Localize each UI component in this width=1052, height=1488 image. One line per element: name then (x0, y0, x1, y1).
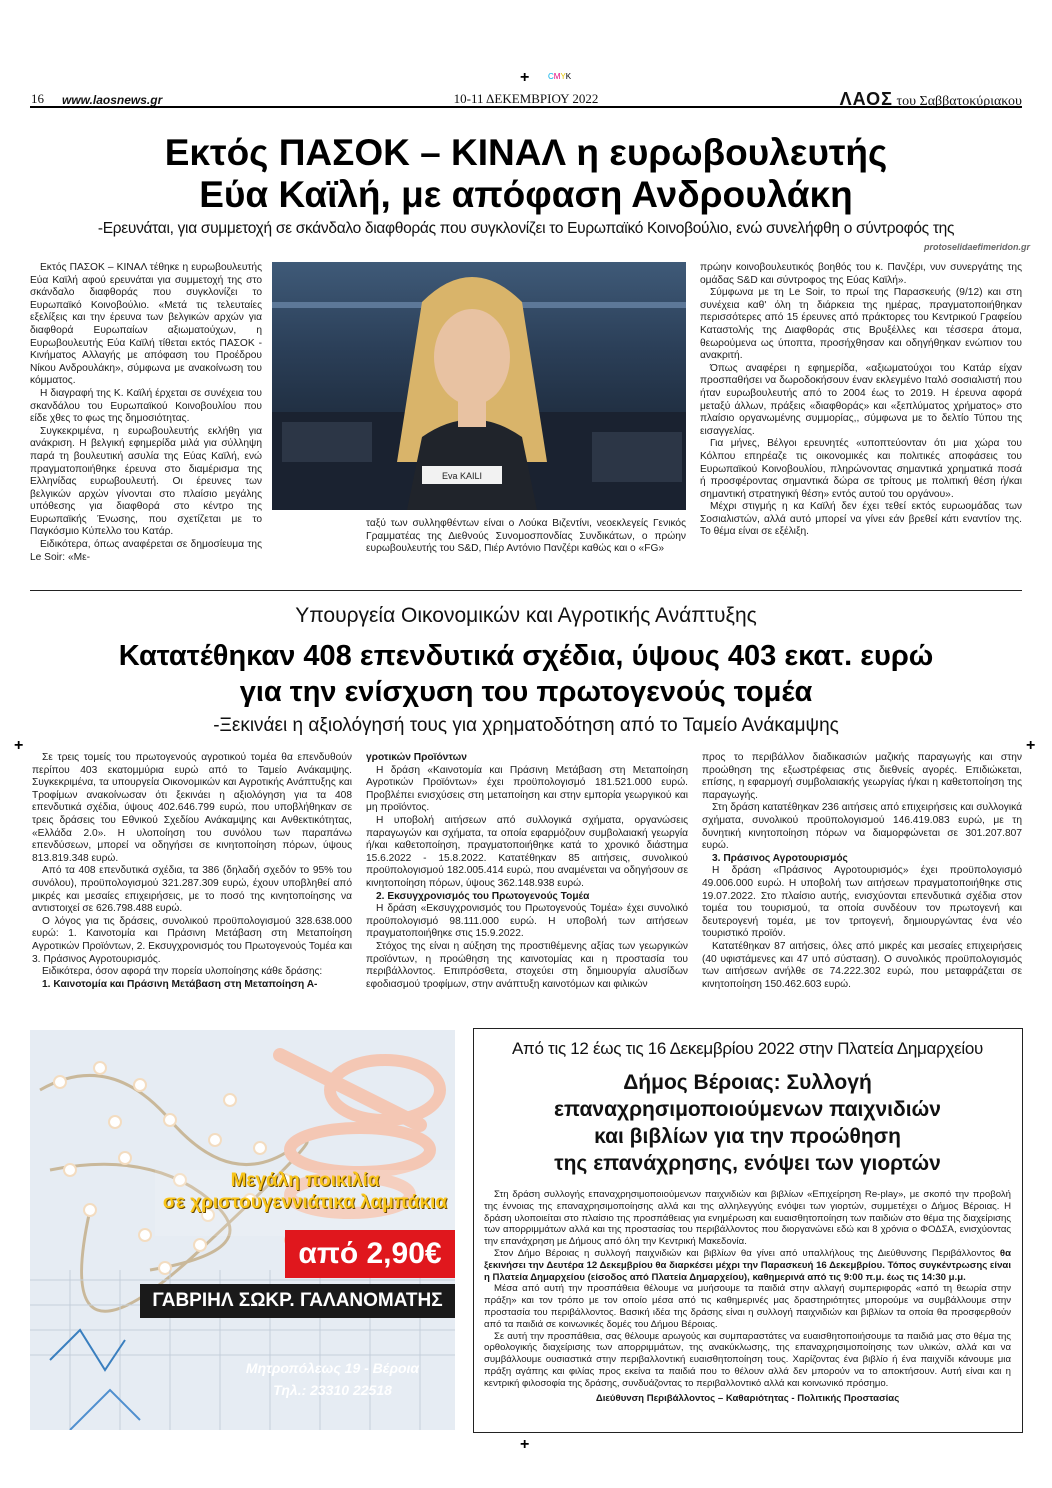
article1-title-line1: Εκτός ΠΑΣΟΚ – ΚΙΝΑΛ η ευρωβουλευτής (164, 132, 888, 173)
paragraph: Κατατέθηκαν 87 αιτήσεις, όλες από μικρές και μεσαίες επιχειρήσεις (40 υφιστάμενες και 47 υπό σύσταση). Ο συνολικός προϋπολογισμός των αιτήσεων ανήλθε σε 74.222.302 ευρώ, που μεταφράζεται σε κινητοποίηση 150.462.603 ευρώ. (702, 940, 1022, 990)
paragraph: Η δράση «Εκσυγχρονισμός του Πρωτογενούς Τομέα» έχει συνολικό προϋπολογισμό 98.111.000 ευρώ. Η υποβολή των αιτήσεων πραγματοποιήθηκε στις 15.9.2022. (366, 903, 688, 940)
paper-logo: ΛΑΟΣ (839, 89, 893, 109)
article3-box (473, 1028, 1023, 1433)
photo-placard-text: Eva KAILI (441, 471, 483, 481)
paragraph: Η διαγραφή της Κ. Καϊλή έρχεται σε συνέχεια του σκανδάλου του Ευρωπαϊκού Κοινοβουλίου που είδε χθες το φως της δημοσιότητας. (30, 387, 262, 425)
registration-mark-top: + (520, 69, 530, 86)
article3-title-line2: επαναχρησιμοποιούμενων παιχνιδιών (554, 1098, 941, 1121)
registration-mark-left: + (14, 737, 24, 754)
paragraph: Ο λόγος για τις δράσεις, συνολικού προϋπολογισμού 328.638.000 ευρώ: 1. Καινοτομία και Πράσινη Μετάβαση στη Μεταποίηση Αγροτικών Προϊόντων, 2. Εκσυγχρονισμός του Πρωτογενούς Τομέα και 3. Πράσινος Αγροτουρισμός. (32, 915, 352, 965)
article1-photo-caption: ταξύ των συλληφθέντων είναι ο Λούκα Βιζεντίνι, νεοεκλεγείς Γενικός Γραμματέας της Διεθνούς Συνομοσπονδίας Συνδικάτων, ο πρώην ευρωβουλευτής του S&D, Πιέρ Αντόνιο Πανζέρι καθώς και ο «FG» (366, 518, 686, 555)
paragraph-lead: Στον Δήμο Βέροιας η συλλογή παιχνιδιών και βιβλίων θα γίνει από υπαλλήλους της Διεύθυνσης Περιβάλλοντος (494, 1247, 1000, 1259)
paragraph: Ειδικότερα, όπως αναφέρεται σε δημοσίευμα της Le Soir: «Με- (30, 539, 262, 563)
paragraph: Μέχρι στιγμής η κα Καϊλή δεν έχει τεθεί εκτός ευρωομάδας των Σοσιαλιστών, αλλά αυτό μπορεί να γίνει εάν βρεθεί κάτι εναντίον της. Το θέμα είναι σε εξέλιξη. (700, 501, 1022, 538)
paragraph: Η δράση «Καινοτομία και Πράσινη Μετάβαση στη Μεταποίηση Αγροτικών Προϊόντων» έχει προϋπολογισμό 181.521.000 ευρώ. Προβλέπει ενισχύσεις στη μεταποίηση και στην εμπορία γεωργικού και μη προϊόντος. (366, 764, 688, 814)
color-strip-y: Y (560, 72, 566, 81)
paragraph-bold: 2. Εκσυγχρονισμός του Πρωτογενούς Τομέα (376, 890, 590, 902)
issue-date: 10-11 ΔΕΚΕΜΒΡΙΟΥ 2022 (453, 91, 599, 106)
registration-mark-bottom: + (520, 1436, 530, 1453)
color-strip (548, 72, 571, 81)
paragraph: Σε αυτή την προσπάθεια, σας θέλουμε αρωγούς και συμπαραστάτες να ευαισθητοποιήσουμε τα παιδιά μας στο θέμα της ορθολογικής διαχείρισης των απορριμμάτων, της ανακύκλωσης, της επαναχρησιμοποίησης των υλικών, αλλά και να συμβάλλουμε ουσιαστικά στην περιβαλλοντική ευαισθητοποίηση τους. Χαρίζοντας ένα βιβλίο ή ένα παιχνίδι κάνουμε μια πράξη αγάπης και φιλίας προς εκείνα τα παιδιά που το θέλουν αλλά δεν μπορούν να το αποκτήσουν. Αυτή είναι και η κεντρική φιλοσοφία της δράσης, συνδυάζοντας το περιβαλλοντικό αλλά και κοινωνικό πρόσημο. (484, 1330, 1011, 1389)
article2-title-line1: Κατατέθηκαν 408 επενδυτικά σχέδια, ύψους 403 εκατ. ευρώ (118, 640, 934, 672)
article1-column-3 (700, 262, 1022, 539)
banner-line2: σε χριστουγεννιάτικα λαμπάκια (162, 1192, 448, 1213)
paragraph (484, 1248, 1011, 1283)
shop-address: Μητροπόλεως 19 - Βέροια (245, 1360, 420, 1376)
color-strip-k: K (565, 72, 572, 81)
banner-line1: Μεγάλη ποικιλία (230, 1170, 380, 1191)
article3-body (484, 1189, 1011, 1404)
paragraph: προς το περιβάλλον διαδικασιών μαζικής παραγωγής και στην προώθηση της εξωστρέφειας στις διεθνείς αγορές. Επιδιώκεται, επίσης, η εφαρμογή συμβολαιακής γεωργίας ή/και η καθετοποίηση της παραγωγής. (702, 752, 1022, 801)
paragraph: Συγκεκριμένα, η ευρωβουλευτής εκλήθη για ανάκριση. Η βελγική εφημερίδα μιλά για σύλληψη παρά τη βουλευτική ασυλία της Εύας Καϊλή, ενώ πραγματοποιήθηκε έρευνα στο διαμέρισμα της Ελληνίδας ευρωβουλευτή. Οι έρευνες των βελγικών αρχών γίνονται στο πλαίσιο μεγάλης υπόθεσης για διαφθορά στο κέντρο της Ευρωπαϊκής Ένωσης, που σχετίζεται με το Παγκόσμιο Κύπελλο του Κατάρ. (30, 425, 262, 538)
color-strip-c: C (548, 72, 554, 81)
paragraph-bold: γροτικών Προϊόντων (366, 752, 467, 763)
paragraph: πρώην κοινοβουλευτικός βοηθός του κ. Πανζέρι, νυν συνεργάτης της ομάδας S&D και σύντροφος της Εύας Καϊλή». (700, 262, 1022, 286)
page-number: 16 (31, 91, 44, 106)
paper-suffix: του Σαββατοκύριακου (896, 94, 1022, 109)
article3-title-line4: της επανάχρησης, ενόψει των γιορτών (554, 1152, 941, 1175)
paragraph: Στόχος της είναι η αύξηση της προστιθέμενης αξίας των γεωργικών προϊόντων, η προώθηση της καινοτομίας και η προστασία του περιβάλλοντος. Επιπρόσθετα, στοχεύει στη δημιουργία αλυσίδων εφοδιασμού τροφίμων, στην ανάπτυξη καινοτόμων και φιλικών (366, 940, 688, 990)
paragraph: Από τα 408 επενδυτικά σχέδια, τα 386 (δηλαδή σχεδόν το 95% του συνόλου), προϋπολογισμού 321.287.309 ευρώ, έχουν υποβληθεί από μικρές και μεσαίες επιχειρήσεις, με το ποσό της κινητοποίησης να αντιστοιχεί σε 626.798.488 ευρώ. (32, 865, 352, 915)
article2-title-line2: για την ενίσχυση του πρωτογενούς τομέα (239, 676, 813, 708)
paragraph: Σύμφωνα με τη Le Soir, το πρωί της Παρασκευής (9/12) και στη συνέχεια καθ' όλη τη διάρκεια της ημέρας, πραγματοποιήθηκαν περισσότερες από 15 έρευνες από πράκτορες του Κεντρικού Γραφείου Καταστολής της Διαφθοράς στις Βρυξέλλες και τέσσερα άτομα, θεωρούμενα ως ύποπτα, προσήχθησαν και οδηγήθηκαν ενώπιον του ανακριτή. (700, 287, 1022, 362)
paragraph: Η δράση «Πράσινος Αγροτουρισμός» έχει προϋπολογισμό 49.006.000 ευρώ. Η υποβολή των αιτήσεων πραγματοποιήθηκε στις 19.07.2022. Στο πλαίσιο αυτής, ενισχύονται επενδυτικά σχέδια στον τομέα του τουρισμού, τα οποία συνδέουν τον πρωτογενή και δευτερογενή τομέα, με τον τριτογενή, δημιουργώντας ένα νέο τουριστικό προϊόν. (702, 865, 1022, 940)
article1-title (20, 132, 1032, 216)
paragraph-bold: 1. Καινοτομία και Πράσινη Μετάβαση στη Μεταποίηση Α- (42, 978, 318, 990)
paragraph: Σε τρεις τομείς του πρωτογενούς αγροτικού τομέα θα επενδυθούν περίπου 403 εκατομμύρια ευρώ από το Ταμείο Ανάκαμψης. Συγκεκριμένα, τα υπουργεία Οικονομικών και Αγροτικής Ανάπτυξης και Τροφίμων ανακοίνωσαν ότι ξεκινάει η αξιολόγηση για τα 408 επενδυτικά σχέδια, ύψους 402.646.799 ευρώ, που υποβλήθηκαν σε τρεις δράσεις του Εθνικού Σχεδίου Ανάκαμψης και Ανθεκτικότητας, «Ελλάδα 2.0». Η υλοποίηση του συνόλου των παραπάνω επενδύσεων, μπορεί να οδηγήσει σε κινητοποίηση πόρων, ύψους 813.819.348 ευρώ. (32, 752, 352, 864)
paragraph: Η υποβολή αιτήσεων από συλλογικά σχήματα, οργανώσεις παραγωγών και σχήματα, τα οποία εφαρμόζουν συμβολαιακή γεωργία ή/και καθετοποίηση, πραγματοποιήθηκε κατά το χρονικό διάστημα 15.6.2022 - 15.8.2022. Κατατέθηκαν 85 αιτήσεις, συνολικού προϋπολογισμού 182.005.414 ευρώ, που αναμένεται να οδηγήσουν σε κινητοποίηση πόρων, ύψους 362.148.938 ευρώ. (366, 814, 688, 889)
paragraph: Εκτός ΠΑΣΟΚ – ΚΙΝΑΛ τέθηκε η ευρωβουλευτής Εύα Καϊλή αφού ερευνάται για συμμετοχή της στο σκάνδαλο διαφθοράς που συγκλονίζει το Ευρωπαϊκό Κοινοβούλιο. «Μετά τις τελευταίες εξελίξεις και την έρευνα των βελγικών αρχών για διαφθορά Ευρωπαίων αξιωματούχων, η Ευρωβουλευτής Εύα Καϊλή τίθεται εκτός ΠΑΣΟΚ - Κινήματος Αλλαγής με απόφαση του Προέδρου Νίκου Ανδρουλάκη», σύμφωνα με ανακοίνωση του κόμματος. (30, 262, 262, 387)
article3-title-line3: και βιβλίων για την προώθηση (594, 1125, 901, 1148)
article1-title-line2: Εύα Καϊλή, με απόφαση Ανδρουλάκη (199, 174, 853, 215)
paragraph: Μέσα από αυτή την προσπάθεια θέλουμε να μυήσουμε τα παιδιά στην αλλαγή συμπεριφοράς «από τη θεωρία στην πράξη» και τον τρόπο με τον οποίο μέσα από τις καθημερινές μας δραστηριότητες μπορούμε να συμβάλλουμε στην προστασία του περιβάλλοντος. Βασική ιδέα της δράσης είναι η συλλογή παιχνιδιών και βιβλίων τα οποία θα προσφερθούν από τα παιδιά σε κοινωνικές δομές του Δήμου Βέροιας. (484, 1283, 1011, 1330)
color-strip-m: M (553, 72, 561, 81)
article2-kicker: Υπουργεία Οικονομικών και Αγροτικής Ανάπτυξης (295, 604, 757, 627)
paragraph-bold: θα ξεκινήσει την Δευτέρα 12 Δεκεμβρίου θα διαρκέσει μέχρι την Παρασκευή 16 Δεκεμβρίου. Τόπος συγκέντρωσης είναι η Πλατεία Δημαρχείου (είσοδος από Πλατεία Δημαρχείου), καθημερινά από τις 9:00 π.μ. έως τις 14:30 μ.μ. (484, 1247, 1011, 1283)
section-divider (30, 590, 1022, 591)
article1-column-1 (30, 262, 262, 564)
registration-mark-right: + (1026, 737, 1036, 754)
article3-signature: Διεύθυνση Περιβάλλοντος – Καθαριότητας - Πολιτικής Προστασίας (595, 1392, 900, 1404)
watermark: protoselidaefimeridon.gr (923, 242, 1030, 252)
header-rule (30, 106, 1022, 108)
banner (155, 1170, 455, 1236)
paragraph: Όπως αναφέρει η εφημερίδα, «αξιωματούχοι του Κατάρ είχαν προσπαθήσει να δωροδοκήσουν έναν εκλεγμένο Ιταλό σοσιαλιστή που ήταν ευρωβουλευτής από το 2004 έως το 2019. Η έρευνα αφορά μεταξύ άλλων, πράξεις «διαφθοράς» και «ξεπλύματος χρήματος» στο πλαίσιο οργανωμένης συμμορίας,, σύμφωνα με το δελτίο Τύπου της εισαγγελίας. (700, 362, 1022, 437)
article2-subtitle: -Ξεκινάει η αξιολόγησή τους για χρηματοδότηση από το Ταμείο Ανάκαμψης (213, 715, 839, 736)
paragraph: Στη δράση κατατέθηκαν 236 αιτήσεις από επιχειρήσεις και συλλογικά σχήματα, συνολικού προϋπολογισμού 146.419.083 ευρώ, με τη δυνητική κινητοποίηση πόρων να διαμορφώνεται σε 301.207.807 ευρώ. (702, 802, 1022, 852)
paragraph: Ειδικότερα, όσον αφορά την πορεία υλοποίησης κάθε δράσης: (42, 966, 323, 978)
price-badge: από 2,90€ (285, 1230, 455, 1278)
article3-title (474, 1069, 1021, 1177)
paragraph: Στη δράση συλλογής επαναχρησιμοποιούμενων παιχνιδιών και βιβλίων «Επιχείρηση Re-play», με σκοπό την προβολή της έννοιας της επαναχρησιμοποίησης αλλά και της αλληλεγγύης ενόψει των γιορτών, συμμετέχει ο Δήμος Βέροιας. Η δράση υλοποιείται στο πλαίσιο της προσπάθειας για ενημέρωση και ευαισθητοποίηση των παιδιών στο θέμα της διαχείρισης των απορριμμάτων αλλά και της προστασίας του περιβάλλοντος που διοργανώνει εδώ και 8 χρόνια ο ΦΟΔΣΑ, ενισχύοντας την επανάχρηση με Δήμους από όλη την Κεντρική Μακεδονία. (484, 1189, 1011, 1248)
shop-name: ΓΑΒΡΙΗΛ ΣΩΚΡ. ΓΑΛΑΝΟΜΑΤΗΣ (140, 1284, 455, 1318)
website-link[interactable]: www.laosnews.gr (62, 93, 163, 107)
article2-title (20, 638, 1032, 710)
article3-kicker: Από τις 12 έως τις 16 Δεκεμβρίου 2022 στην Πλατεία Δημαρχείου (512, 1039, 983, 1058)
shop-phone: Τηλ.: 23310 22518 (273, 1382, 392, 1398)
portrait-illustration (272, 262, 686, 510)
paragraph: Για μήνες, Βέλγοι ερευνητές «υποπτεύονταν ότι μια χώρα του Κόλπου επηρέαζε τις οικονομικές και πολιτικές αποφάσεις του Ευρωπαϊκού Κοινοβουλίου, πληρώνοντας σημαντικά χρηματικά ποσά ή προσφέροντας σημαντικά δώρα σε τρίτους με πολιτική θέση ή/και σημαντική στρατηγική θέση» εντός αυτού του οργάνου». (700, 438, 1022, 500)
article2-column-1 (32, 752, 352, 991)
article3-title-line1: Δήμος Βέροιας: Συλλογή (623, 1071, 872, 1094)
advertisement[interactable] (30, 1030, 455, 1430)
article1-subtitle: -Ερευνάται, για συμμετοχή σε σκάνδαλο διαφθοράς που συγκλονίζει το Ευρωπαϊκό Κοινοβούλιο, ενώ συνελήφθη ο σύντροφός της (97, 220, 955, 237)
article2-column-2 (366, 752, 688, 991)
article2-column-3 (702, 752, 1022, 991)
paragraph-bold: 3. Πράσινος Αγροτουρισμός (712, 852, 848, 864)
article1-photo (272, 262, 686, 510)
